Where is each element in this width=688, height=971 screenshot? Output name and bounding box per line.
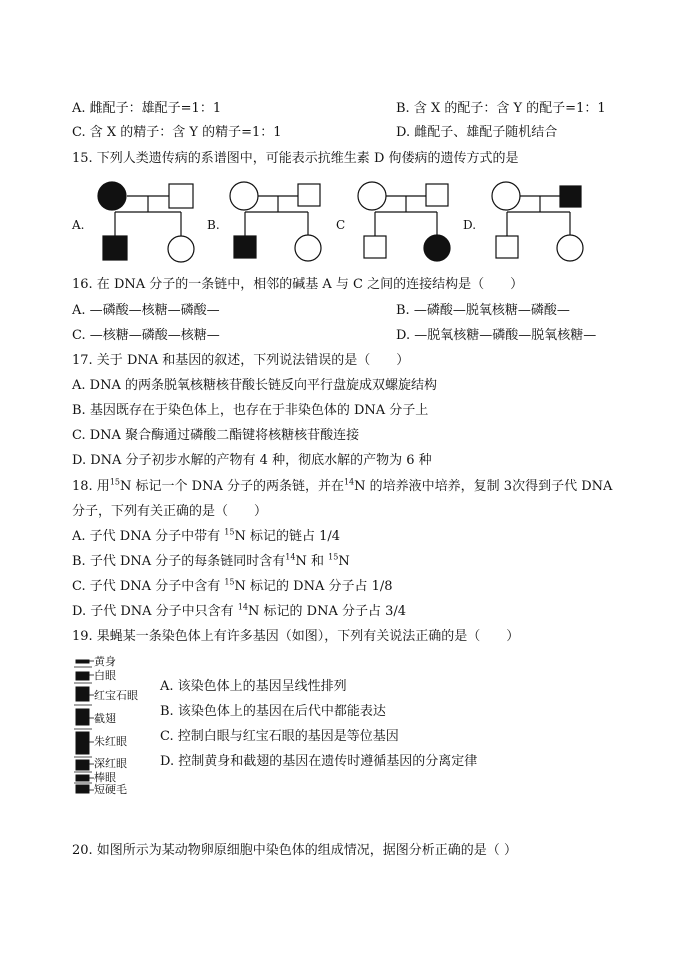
pedigree-d-daughter-normal	[557, 235, 583, 261]
q14-option-d: D. 雌配子、雄配子随机结合	[396, 125, 558, 140]
q15-label-d: D.	[463, 218, 477, 232]
q17-stem: 17. 关于 DNA 和基因的叙述，下列说法错误的是（ ）	[72, 353, 410, 368]
pedigree-a	[95, 180, 205, 264]
q16-stem: 16. 在 DNA 分子的一条链中，相邻的碱基 A 与 C 之间的连接结构是（ ）	[72, 277, 524, 292]
pedigree-b	[228, 180, 338, 264]
pedigree-b-father-normal	[298, 184, 320, 206]
q14-option-a: A. 雌配子：雄配子=1：1	[72, 101, 222, 116]
chromosome-diagram	[74, 657, 94, 797]
q16-option-a: A. —磷酸—核糖—磷酸—	[72, 303, 220, 318]
q19-option-d: D. 控制黄身和截翅的基因在遗传时遵循基因的分离定律	[160, 754, 478, 769]
q17-option-c: C. DNA 聚合酶通过磷酸二酯键将核糖核苷酸连接	[72, 428, 360, 443]
q20-stem: 20. 如图所示为某动物卵原细胞中染色体的组成情况，据图分析正确的是（ ）	[72, 843, 517, 858]
pedigree-d-mother-normal	[492, 182, 520, 210]
q19-option-c: C. 控制白眼与红宝石眼的基因是等位基因	[160, 729, 399, 744]
q15-stem: 15. 下列人类遗传病的系谱图中，可能表示抗维生素 D 佝偻病的遗传方式的是	[72, 151, 519, 166]
gene-label-vermilion-eye: 朱红眼	[94, 735, 127, 748]
pedigree-a-father-normal	[169, 184, 193, 208]
pedigree-c	[356, 180, 466, 264]
q18-option-c: C. 子代 DNA 分子中含有 $^{15}$N 标记的 DNA 分子占 1/8	[72, 577, 393, 594]
q15-label-c: C	[336, 218, 346, 232]
gene-label-ruby-eye: 红宝石眼	[94, 689, 138, 702]
pedigree-c-father-normal	[426, 184, 448, 206]
gene-label-bar-eye: 棒眼	[94, 771, 116, 784]
q18-option-b: B. 子代 DNA 分子的每条链同时含有$^{14}$N 和 $^{15}$N	[72, 552, 350, 569]
q18-stem-line2: 分子，下列有关正确的是（ ）	[72, 504, 268, 519]
q16-option-b: B. —磷酸—脱氧核糖—磷酸—	[396, 303, 570, 318]
q18-option-a: A. 子代 DNA 分子中带有 $^{15}$N 标记的链占 1/4	[72, 527, 340, 544]
pedigree-c-mother-normal	[358, 182, 386, 210]
q16-option-d: D. —脱氧核糖—磷酸—脱氧核糖—	[396, 328, 597, 343]
q18-stem: 18. 用$^{15}$N 标记一个 DNA 分子的两条链，并在$^{14}$N 的培养液中培养，复制 3次得到子代 DNA	[72, 477, 613, 494]
gene-label-short-bristle: 短硬毛	[94, 783, 127, 796]
pedigree-a-mother-affected	[98, 182, 126, 210]
pedigree-a-son-affected	[103, 236, 127, 260]
pedigree-b-son-affected	[234, 236, 256, 258]
q19-option-b: B. 该染色体上的基因在后代中都能表达	[160, 704, 386, 719]
q17-option-b: B. 基因既存在于染色体上，也存在于非染色体的 DNA 分子上	[72, 403, 429, 418]
q15-label-a: A.	[72, 218, 85, 232]
q14-option-c: C. 含 X 的精子：含 Y 的精子=1：1	[72, 125, 282, 140]
q17-option-d: D. DNA 分子初步水解的产物有 4 种，彻底水解的产物为 6 种	[72, 453, 432, 468]
gene-label-cut-wing: 截翅	[94, 712, 116, 725]
q16-option-c: C. —核糖—磷酸—核糖—	[72, 328, 220, 343]
pedigree-d	[490, 180, 600, 264]
pedigree-a-daughter-normal	[168, 236, 194, 262]
q15-label-b: B.	[207, 218, 220, 232]
pedigree-d-father-affected	[560, 186, 581, 207]
q19-stem: 19. 果蝇某一条染色体上有许多基因（如图），下列有关说法正确的是（ ）	[72, 629, 520, 644]
q19-option-a: A. 该染色体上的基因呈线性排列	[160, 679, 347, 694]
q14-option-b: B. 含 X 的配子：含 Y 的配子=1：1	[396, 101, 606, 116]
pedigree-b-mother-normal	[230, 182, 258, 210]
q17-option-a: A. DNA 的两条脱氧核糖核苷酸长链反向平行盘旋成双螺旋结构	[72, 378, 437, 393]
pedigree-c-son-normal	[364, 236, 386, 258]
pedigree-d-son-normal	[496, 236, 518, 258]
pedigree-b-daughter-normal	[295, 235, 321, 261]
gene-label-carmine-eye: 深红眼	[94, 757, 127, 770]
pedigree-c-daughter-affected	[424, 235, 450, 261]
gene-label-yellow-body: 黄身	[94, 655, 116, 668]
gene-label-white-eye: 白眼	[94, 669, 116, 682]
q18-option-d: D. 子代 DNA 分子中只含有 $^{14}$N 标记的 DNA 分子占 3/4	[72, 602, 407, 619]
